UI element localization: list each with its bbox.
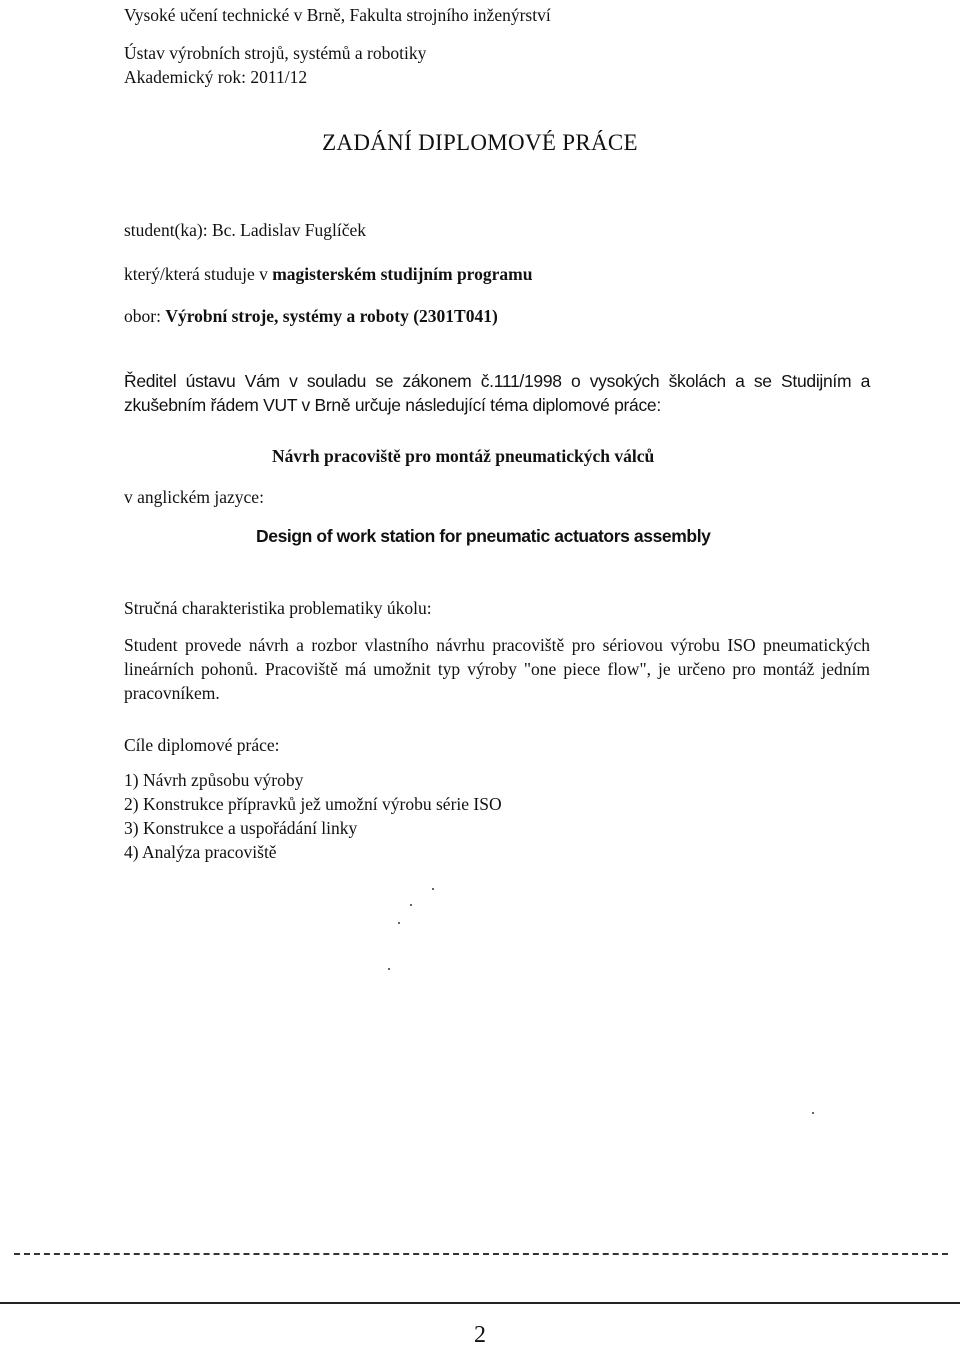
field-value: Výrobní stroje, systémy a roboty (2301T041) (165, 306, 498, 326)
program-value: magisterském studijním programu (272, 264, 533, 284)
topic-czech: Návrh pracoviště pro montáž pneumatických válců (272, 446, 655, 466)
topic-english: Design of work station for pneumatic actuators assembly (256, 526, 711, 546)
goal-item: 1) Návrh způsobu výroby (124, 770, 304, 790)
document-title: ZADÁNÍ DIPLOMOVÉ PRÁCE (322, 130, 638, 155)
institute-line: Ústav výrobních strojů, systémů a robotiky (124, 43, 427, 63)
goal-item: 2) Konstrukce přípravků jež umožní výrobu série ISO (124, 794, 502, 814)
field-line (124, 305, 498, 327)
scan-speck (812, 1112, 814, 1114)
characteristics-label: Stručná charakteristika problematiky úkolu: (124, 598, 432, 618)
scan-speck (432, 888, 434, 890)
goal-item: 4) Analýza pracoviště (124, 842, 277, 862)
program-label: který/která studuje v (124, 264, 273, 284)
scan-speck (388, 968, 390, 970)
goal-item: 3) Konstrukce a uspořádání linky (124, 818, 358, 838)
goals-list (124, 768, 502, 864)
student-line (124, 219, 366, 241)
characteristics-paragraph: Student provede návrh a rozbor vlastního návrhu pracoviště pro sériovou výrobu ISO pneumatických lineárních pohonů. Pracoviště má umožnit typ výroby "one piece flow", je určeno pro montáž jedním pracovníkem. (124, 635, 870, 703)
intro-paragraph: Ředitel ústavu Vám v souladu se zákonem č.111/1998 o vysokých školách a se Studijním a zkušebním řádem VUT v Brně určuje následující téma diplomové práce: (124, 371, 870, 415)
dashed-divider (14, 1253, 948, 1255)
scan-speck (410, 904, 412, 906)
program-line (124, 263, 532, 285)
scan-speck (398, 922, 400, 924)
field-label: obor: (124, 306, 166, 326)
goals-label: Cíle diplomové práce: (124, 735, 280, 755)
faculty-line: Vysoké učení technické v Brně, Fakulta strojního inženýrství (124, 5, 551, 25)
academic-year: Akademický rok: 2011/12 (124, 67, 308, 87)
student-name: Bc. Ladislav Fuglíček (211, 220, 367, 240)
student-label: student(ka): (124, 220, 212, 240)
footer-rule (0, 1302, 960, 1304)
page-number: 2 (474, 1322, 486, 1348)
english-label: v anglickém jazyce: (124, 487, 264, 507)
